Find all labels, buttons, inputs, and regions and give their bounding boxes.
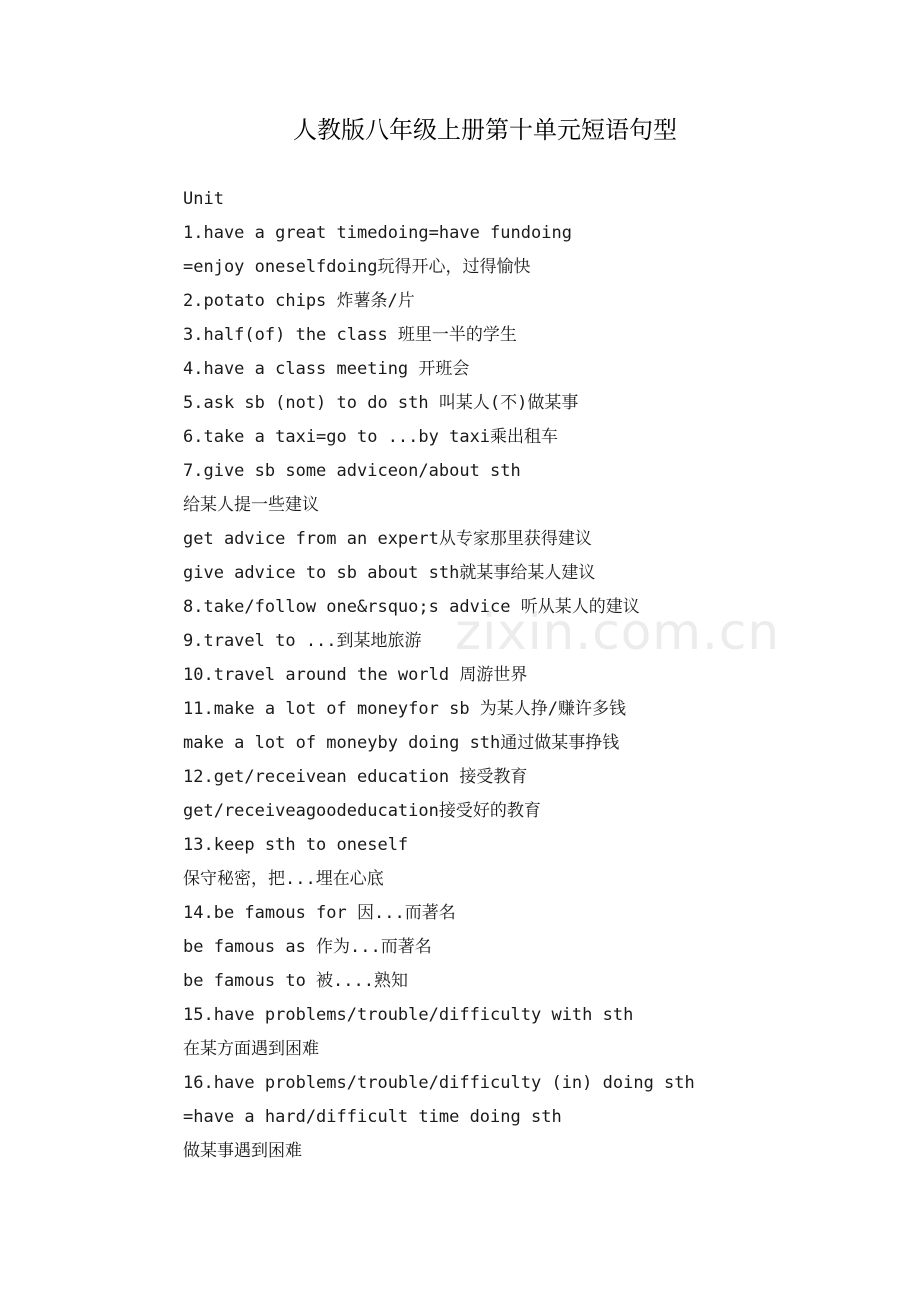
phrase-line: 12.get/receivean education 接受教育	[183, 767, 528, 787]
document-title: 人教版八年级上册第十单元短语句型	[293, 116, 677, 144]
phrase-line: 2.potato chips 炸薯条/片	[183, 291, 415, 311]
phrase-line: 7.give sb some adviceon/about sth	[183, 461, 521, 481]
phrase-line: 在某方面遇到困难	[183, 1039, 319, 1059]
phrase-line: =have a hard/difficult time doing sth	[183, 1107, 562, 1127]
phrase-line: 做某事遇到困难	[183, 1141, 302, 1161]
phrase-line: 3.half(of) the class 班里一半的学生	[183, 325, 517, 345]
phrase-line: 9.travel to ...到某地旅游	[183, 631, 422, 651]
watermark: zixin.com.cn	[455, 603, 781, 661]
phrase-line: 6.take a taxi=go to ...by taxi乘出租车	[183, 427, 559, 447]
phrase-line: get advice from an expert从专家那里获得建议	[183, 529, 592, 549]
phrase-line: 13.keep sth to oneself	[183, 835, 409, 855]
phrase-line: 15.have problems/trouble/difficulty with sth	[183, 1005, 634, 1025]
phrase-line: 16.have problems/trouble/difficulty (in) doing sth	[183, 1073, 695, 1093]
phrase-line: 14.be famous for 因...而著名	[183, 903, 456, 923]
phrase-line: get/receiveagoodeducation接受好的教育	[183, 801, 541, 821]
phrase-line: 1.have a great timedoing=have fundoing	[183, 223, 572, 243]
phrase-line: =enjoy oneselfdoing玩得开心，过得愉快	[183, 257, 531, 277]
phrase-line: 5.ask sb (not) to do sth 叫某人(不)做某事	[183, 393, 579, 413]
phrase-line: 保守秘密，把...埋在心底	[183, 869, 384, 889]
phrase-line: be famous as 作为...而著名	[183, 937, 432, 957]
phrase-line: 11.make a lot of moneyfor sb 为某人挣/赚许多钱	[183, 699, 627, 719]
phrase-line: 10.travel around the world 周游世界	[183, 665, 528, 685]
phrase-line: make a lot of moneyby doing sth通过做某事挣钱	[183, 733, 620, 753]
phrase-line: Unit	[183, 189, 224, 209]
phrase-line: be famous to 被....熟知	[183, 971, 408, 991]
phrase-line: give advice to sb about sth就某事给某人建议	[183, 563, 596, 583]
phrase-line: 8.take/follow one&rsquo;s advice 听从某人的建议	[183, 597, 640, 617]
phrase-line: 给某人提一些建议	[183, 495, 319, 515]
phrase-list	[183, 182, 695, 1168]
phrase-line: 4.have a class meeting 开班会	[183, 359, 470, 379]
